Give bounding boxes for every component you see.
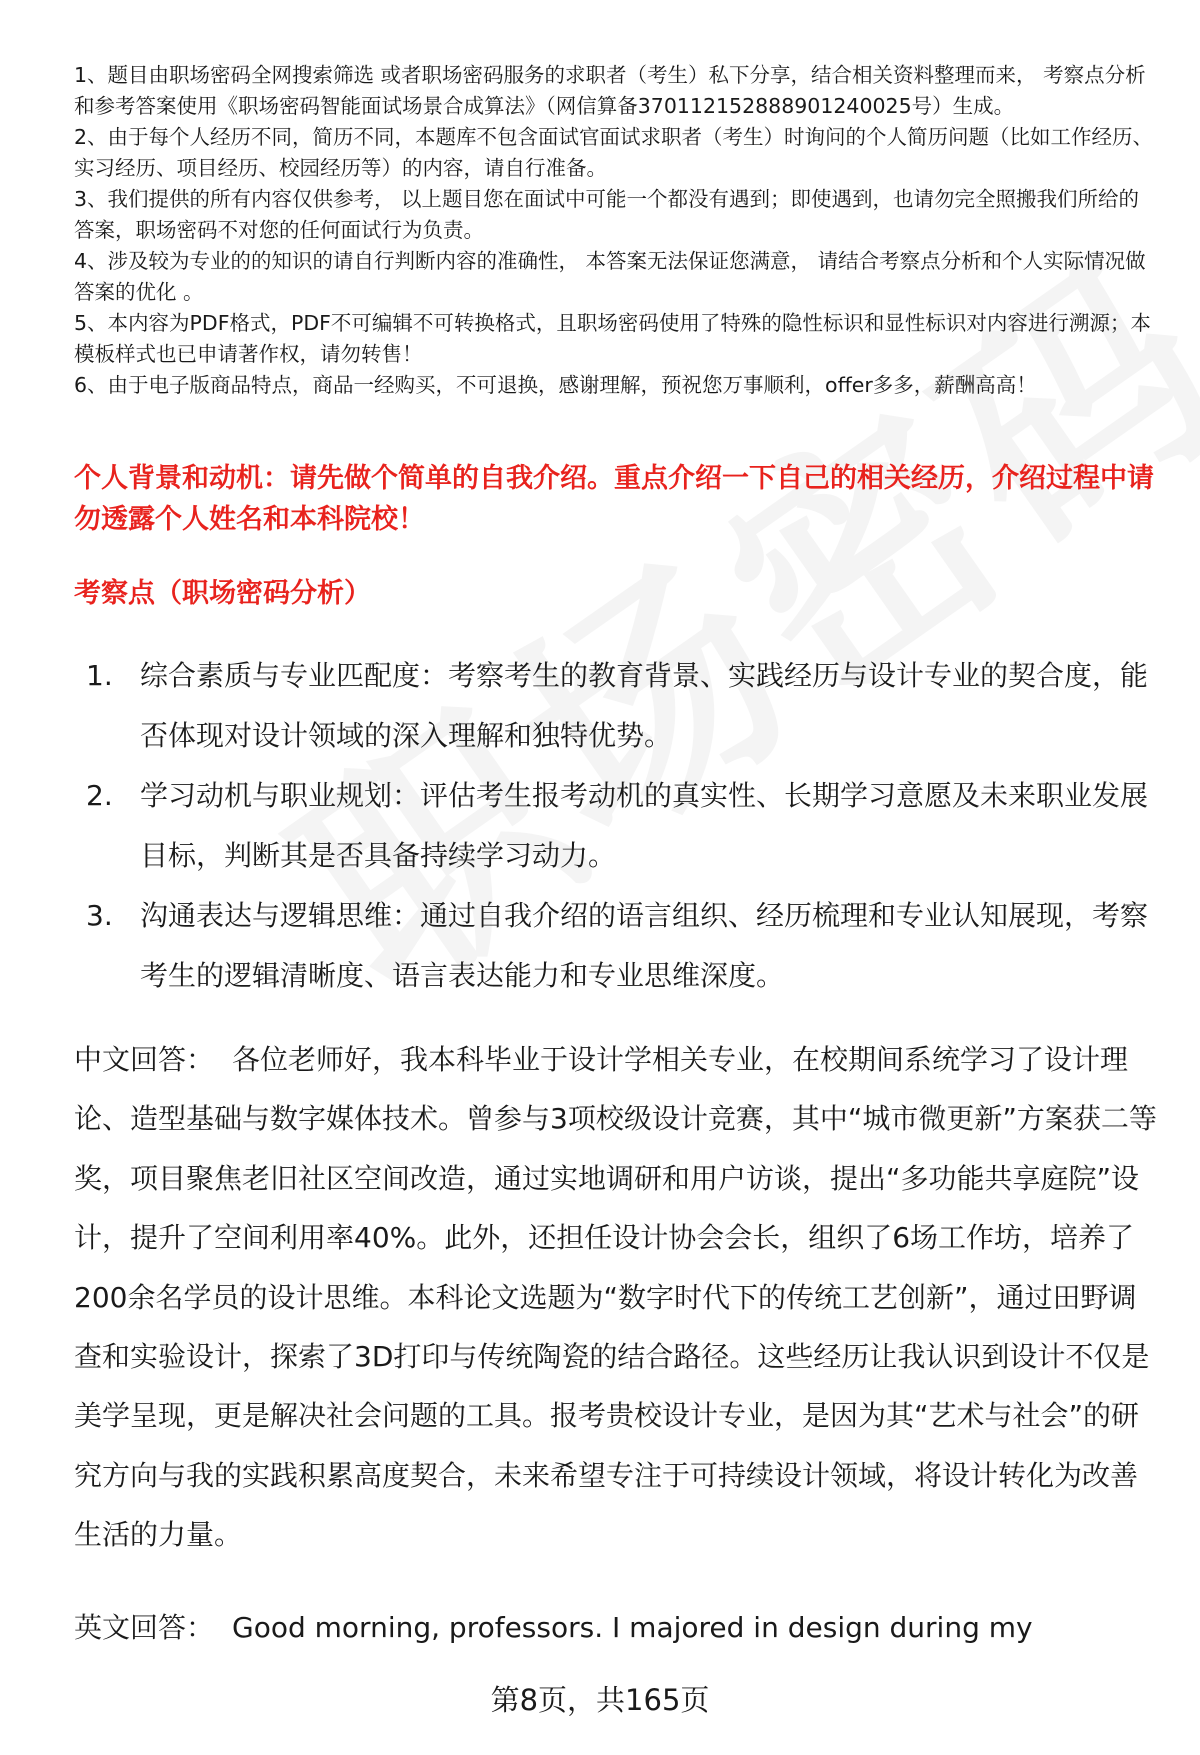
disclaimer-item: 5、本内容为PDF格式，PDF不可编辑不可转换格式，且职场密码使用了特殊的隐性标识和显性标识对内容进行溯源；本模板样式也已申请著作权，请勿转售！: [74, 311, 1151, 366]
analysis-points: [74, 646, 1154, 1006]
english-answer-label: 英文回答：: [74, 1611, 215, 1644]
chinese-answer-text: 各位老师好，我本科毕业于设计学相关专业，在校期间系统学习了设计理论、造型基础与数字媒体技术。曾参与3项校级设计竞赛，其中“城市微更新”方案获二等奖，项目聚焦老旧社区空间改造，通过实地调研和用户访谈，提出“多功能共享庭院”设计，提升了空间利用率40%。此外，还担任设计协会会长，组织了6场工作坊，培养了200余名学员的设计思维。本科论文选题为“数字时代下的传统工艺创新”，通过田野调查和实验设计，探索了3D打印与传统陶瓷的结合路径。这些经历让我认识到设计不仅是美学呈现，更是解决社会问题的工具。报考贵校设计专业，是因为其“艺术与社会”的研究方向与我的实践积累高度契合，未来希望专注于可持续设计领域，将设计转化为改善生活的力量。: [74, 1043, 1157, 1552]
point-text: 综合素质与专业匹配度：考察考生的教育背景、实践经历与设计专业的契合度，能否体现对设计领域的深入理解和独特优势。: [140, 659, 1149, 752]
point-number: 1.: [86, 659, 113, 692]
chinese-answer-label: 中文回答：: [74, 1043, 215, 1076]
disclaimer-item: 3、我们提供的所有内容仅供参考， 以上题目您在面试中可能一个都没有遇到；即使遇到，也请勿完全照搬我们所给的答案，职场密码不对您的任何面试行为负责。: [74, 187, 1140, 242]
analysis-title: 考察点（职场密码分析）: [74, 578, 371, 609]
point-text: 沟通表达与逻辑思维：通过自我介绍的语言组织、经历梳理和专业认知展现，考察考生的逻辑清晰度、语言表达能力和专业思维深度。: [140, 899, 1149, 992]
disclaimer-item: 6、由于电子版商品特点，商品一经购买，不可退换，感谢理解，预祝您万事顺利，offer多多，薪酬高高！: [74, 373, 1037, 397]
disclaimer-item: 4、涉及较为专业的的知识的请自行判断内容的准确性， 本答案无法保证您满意， 请结合考察点分析和个人实际情况做答案的优化 。: [74, 249, 1146, 304]
point-text: 学习动机与职业规划：评估考生报考动机的真实性、长期学习意愿及未来职业发展目标，判断其是否具备持续学习动力。: [140, 779, 1149, 872]
english-answer-text: Good morning, professors. I majored in design during my: [232, 1611, 1033, 1644]
analysis-point: [74, 886, 1154, 1006]
analysis-point: [74, 646, 1154, 766]
chinese-answer: [74, 1030, 1159, 1565]
disclaimer-item: 2、由于每个人经历不同，简历不同，本题库不包含面试官面试求职者（考生）时询问的个人简历问题（比如工作经历、实习经历、项目经历、校园经历等）的内容，请自行准备。: [74, 125, 1154, 180]
english-answer: [74, 1598, 1159, 1658]
point-number: 2.: [86, 779, 113, 812]
point-number: 3.: [86, 899, 113, 932]
disclaimer-item: 1、题目由职场密码全网搜索筛选 或者职场密码服务的求职者（考生）私下分享，结合相关资料整理而来， 考察点分析和参考答案使用《职场密码智能面试场景合成算法》（网信算备370112152888901240025号）生成。: [74, 63, 1146, 118]
analysis-point: [74, 766, 1154, 886]
page-number: 第8页，共165页: [490, 1683, 710, 1717]
disclaimer-list: [74, 60, 1154, 401]
question-heading: 个人背景和动机：请先做个简单的自我介绍。重点介绍一下自己的相关经历，介绍过程中请勿透露个人姓名和本科院校！: [74, 463, 1154, 535]
